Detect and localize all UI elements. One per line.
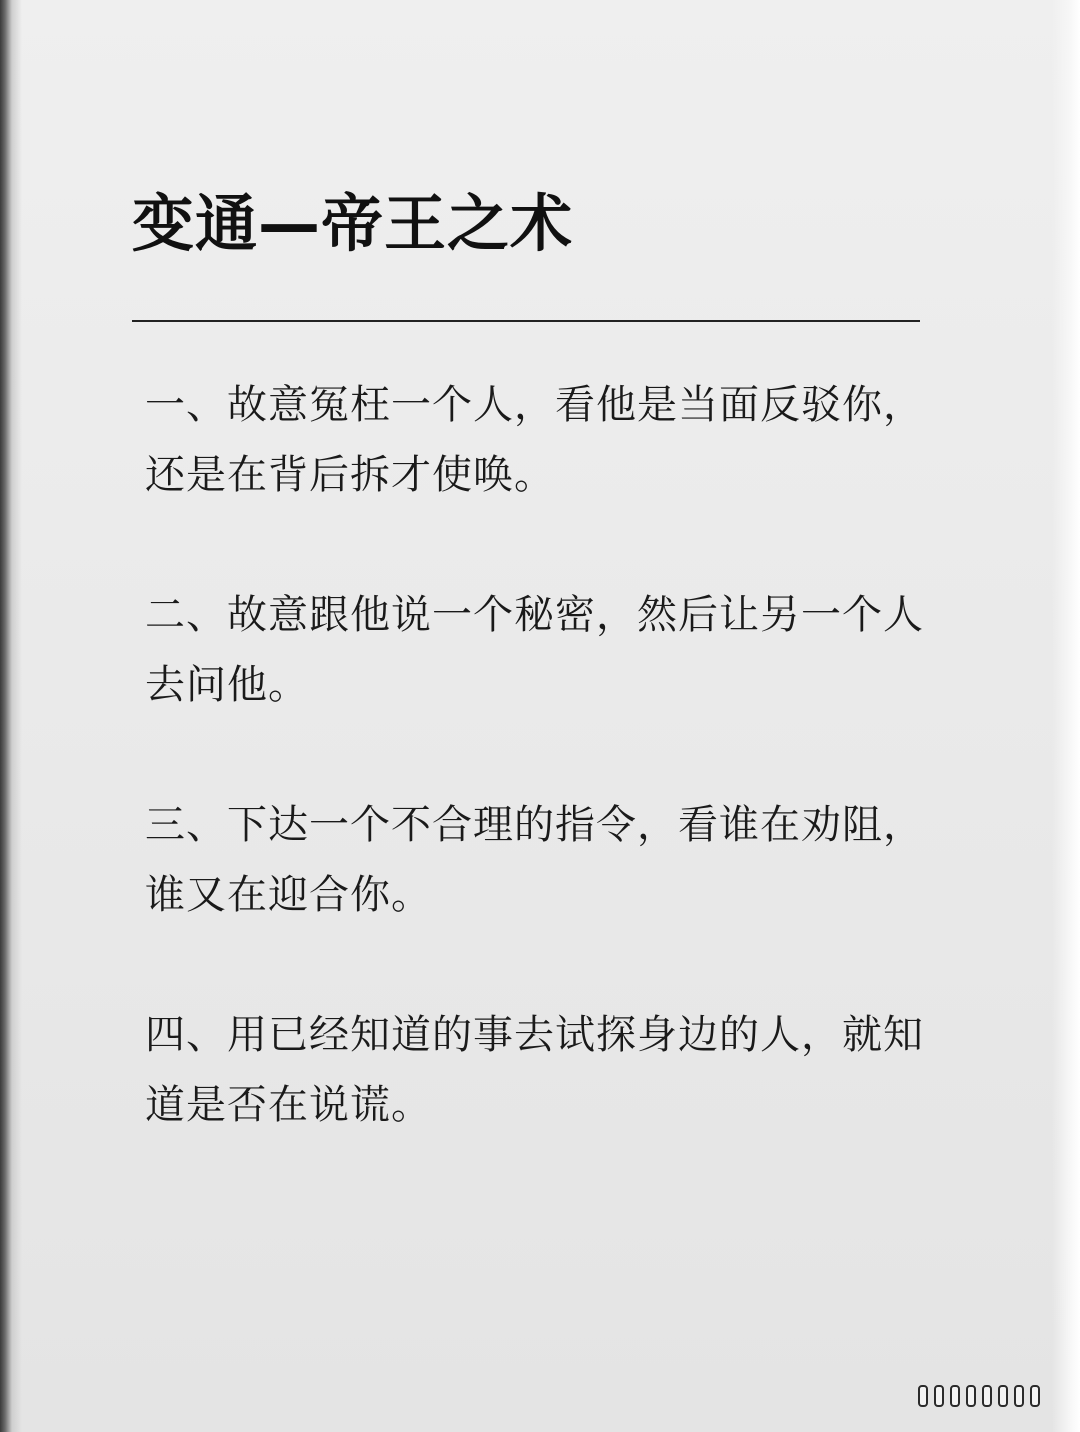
title-divider: [132, 320, 920, 322]
page-title: 变通—帝王之术: [132, 187, 574, 260]
watermark-bar: [950, 1385, 960, 1407]
watermark-bar: [1014, 1385, 1024, 1407]
watermark-bar: [918, 1385, 928, 1407]
list-item: 二、故意跟他说一个秘密，然后让另一个人去问他。: [145, 592, 924, 708]
page-gutter-shadow: [0, 0, 22, 1432]
watermark-bar: [934, 1385, 944, 1407]
watermark-icon: [918, 1384, 1060, 1408]
list-item: 一、故意冤枉一个人，看他是当面反驳你，还是在背后拆才使唤。: [145, 382, 924, 498]
list-item: 四、用已经知道的事去试探身边的人，就知道是否在说谎。: [145, 1012, 924, 1128]
list-item: 三、下达一个不合理的指令，看谁在劝阻，谁又在迎合你。: [145, 802, 924, 918]
watermark-bar: [1030, 1385, 1040, 1407]
watermark-bar: [966, 1385, 976, 1407]
watermark-bar: [982, 1385, 992, 1407]
page-edge: [1052, 0, 1080, 1432]
watermark-bar: [998, 1385, 1008, 1407]
